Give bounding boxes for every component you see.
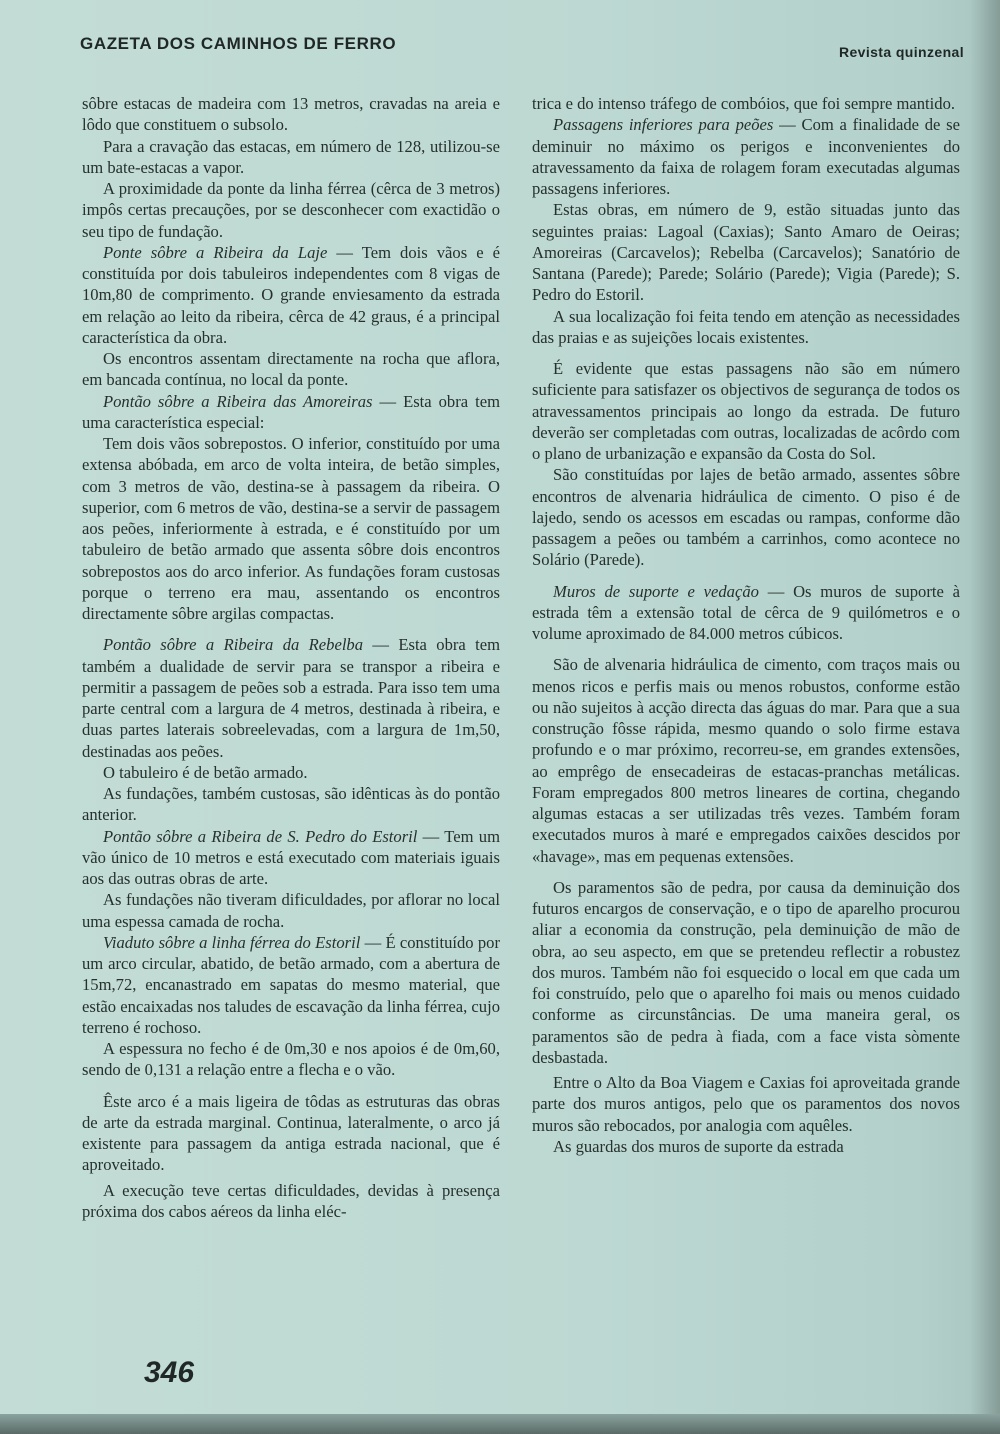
paragraph: Êste arco é a mais ligeira de tôdas as estruturas das obras de arte da estrada marginal. Continua, lateralmente, o arco já existente para passagem da antiga estrada nacional, que é aproveitado. (82, 1091, 500, 1175)
paragraph: As guardas dos muros de suporte da estrada (553, 1136, 844, 1156)
paragraph: Ponte sôbre a Ribeira da Laje — Tem dois vãos e é constituída por dois tabuleiros independentes com 8 vigas de 10m,80 de comprimento. O grande enviesamento da estrada em relação ao leito da ribeira, cêrca de 42 graus, é a principal característica da obra. (82, 242, 500, 347)
paragraph: A espessura no fecho é de 0m,30 e nos apoios é de 0m,60, sendo de 0,131 a relação entre a flecha e o vão. (82, 1039, 500, 1080)
journal-subtitle: Revista quinzenal (838, 44, 964, 60)
paragraph: Pontão sôbre a Ribeira da Rebelba — Esta obra tem também a dualidade de servir para se transpor a ribeira e permitir a passagem de peões sob a estrada. Para isso tem uma parte central com a largura de 4 metros, destinada à ribeira, e duas partes laterais sobreelevadas, com a largura de 1m,50, destinadas aos peões. (82, 635, 501, 761)
paragraph: Muros de suporte e vedação — Os muros de suporte à estrada têm a extensão total de cêrca de 9 quilómetros e o volume aproximado de 84.000 metros cúbicos. (532, 581, 960, 643)
paragraph: Pontão sôbre a Ribeira de S. Pedro do Estoril — Tem um vão único de 10 metros e está executado com materiais iguais aos das outras obras de arte. (82, 826, 500, 888)
paragraph: São constituídas por lajes de betão armado, assentes sôbre encontros de alvenaria hidráulica de cimento. O piso é de lajedo, sendo os acessos em escadas ou rampas, conforme dão passagem a peões ou também a carrinhos, como acontece no Solário (Parede). (532, 465, 960, 570)
paragraph: Os encontros assentam directamente na rocha que aflora, em bancada contínua, no local da ponte. (82, 349, 500, 390)
paragraph: As fundações, também custosas, são idênticas às do pontão anterior. (82, 784, 500, 825)
paragraph: O tabuleiro é de betão armado. (103, 762, 308, 782)
section-heading: Pontão sôbre a Ribeira da Rebelba (103, 635, 364, 655)
paragraph: sôbre estacas de madeira com 13 metros, cravadas na areia e lôdo que constituem o subsolo. (82, 94, 500, 135)
section-heading: Pontão sôbre a Ribeira de S. Pedro do Estoril (103, 826, 418, 846)
paragraph: As fundações não tiveram dificuldades, por aflorar no local uma espessa camada de rocha. (82, 890, 500, 931)
section-heading: Ponte sôbre a Ribeira da Laje (103, 242, 328, 262)
journal-title: GAZETA DOS CAMINHOS DE FERRO (80, 34, 397, 53)
paragraph: Os paramentos são de pedra, por causa da deminuição dos futuros encargos de conservação, e o tipo de aparelho procurou aliar a economia da construção, pela deminuição de mão de obra, ao seu aspecto, em que se pretendeu reflectir a robustez dos muros. Também não foi esquecido o local em que cada um foi construído, pelo que o aparelho foi mais ou menos cuidado conforme as circunstâncias. De uma maneira geral, os paramentos são de pedra à fiada, com a face vista sòmente desbastada. (532, 877, 960, 1067)
paragraph: Pontão sôbre a Ribeira das Amoreiras — Esta obra tem uma característica especial: (82, 391, 501, 432)
right-column (532, 93, 960, 1157)
section-heading: Muros de suporte e vedação (553, 581, 759, 601)
page-number: 346 (144, 1356, 195, 1389)
paragraph: A sua localização foi feita tendo em atenção as necessidades das praias e as sujeições locais existentes. (532, 306, 960, 347)
page-edge-shadow (970, 0, 1000, 1434)
paragraph: Passagens inferiores para peões — Com a finalidade de se deminuir no máximo os perigos e inconvenientes do atravessamento da faixa de rolagem foram executadas algumas passagens inferiores. (532, 115, 960, 198)
section-heading: Viaduto sôbre a linha férrea do Estoril (103, 932, 361, 952)
left-column (82, 93, 500, 1222)
paragraph: A proximidade da ponte da linha férrea (cêrca de 3 metros) impôs certas precauções, por se desconhecer com exactidão o seu tipo de fundação. (82, 179, 500, 241)
paragraph: São de alvenaria hidráulica de cimento, com traços mais ou menos ricos e perfis mais ou menos robustos, conforme estão ou não sujeitos à acção directa das águas do mar. Para que a sua construção fôsse rápida, mesmo quando o solo firme estava profundo e o mar próximo, recorreu-se, em grandes extensões, ao emprêgo de ensecadeiras de estacas-pranchas metálicas. Foram empregados 800 metros lineares de cortina, chegando algumas estacas a ser utilizadas três vezes. Também foram executados muros à maré e empregados caixões descidos por «havage», mas em pequenas extensões. (532, 655, 960, 866)
paragraph: A execução teve certas dificuldades, devidas à presença próxima dos cabos aéreos da linha eléc- (82, 1180, 500, 1221)
paragraph: trica e do intenso tráfego de combóios, que foi sempre mantido. (532, 94, 956, 113)
paragraph: É evidente que estas passagens não são em número suficiente para satisfazer os objectivos de segurança de todos os atravessamentos principais ao longo da estrada. De futuro deverão ser completadas com outras, localizadas de acôrdo com o plano de urbanização e expansão da Costa do Sol. (532, 359, 960, 463)
section-heading: Pontão sôbre a Ribeira das Amoreiras (103, 391, 373, 411)
paragraph: Estas obras, em número de 9, estão situadas junto das seguintes praias: Lagoal (Caxias); Santo Amaro de Oeiras; Amoreiras (Carcavelos); Rebelba (Carcavelos); Sanatório de Santana (Parede); Parede; Solário (Parede); Vigia (Parede); S. Pedro do Estoril. (532, 200, 960, 305)
paragraph: Viaduto sôbre a linha férrea do Estoril — É constituído por um arco circular, abatido, de betão armado, com a abertura de 15m,72, encanastrado em sapatas do mesmo material, que estão encaixadas nos taludes de escavação da linha férrea, cujo terreno é rochoso. (82, 932, 500, 1037)
paragraph: Tem dois vãos sobrepostos. O inferior, constituído por uma extensa abóbada, em arco de volta inteira, de betão simples, com 3 metros de vão, destina-se à passagem da ribeira. O superior, com 6 metros de vão, destina-se a servir de passagem aos peões, inferiormente à estrada, e é constituído por um tabuleiro de betão armado que assenta sôbre dois encontros sobrepostos aos do arco inferior. As fundações foram custosas porque o terreno era mau, assentando os encontros directamente sôbre argilas compactas. (82, 434, 500, 623)
section-heading: Passagens inferiores para peões (553, 115, 774, 135)
paragraph: Entre o Alto da Boa Viagem e Caxias foi aproveitada grande parte dos muros antigos, pelo que os paramentos dos novos muros são rebocados, por analogia com aquêles. (532, 1073, 960, 1135)
bottom-edge (0, 1414, 1000, 1434)
paragraph: Para a cravação das estacas, em número de 128, utilizou-se um bate-estacas a vapor. (82, 136, 500, 177)
